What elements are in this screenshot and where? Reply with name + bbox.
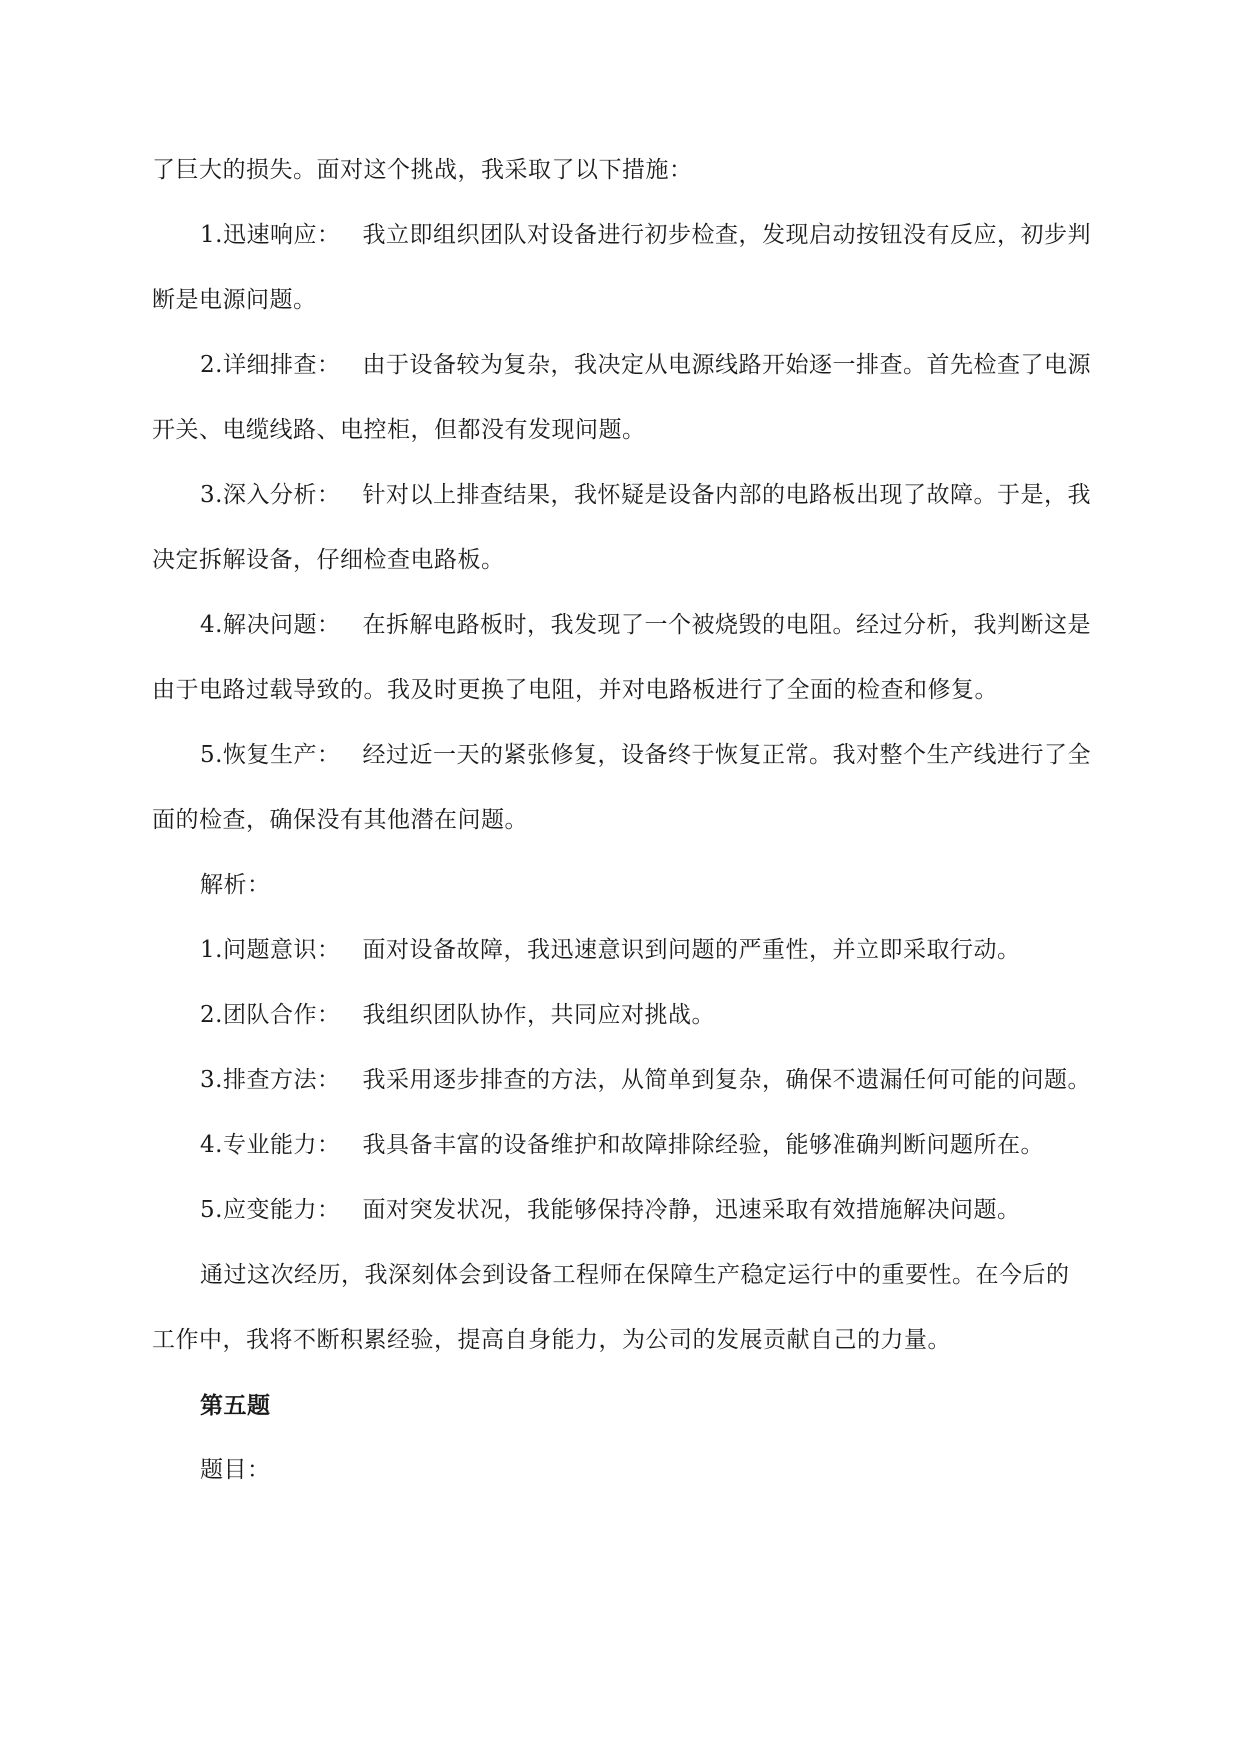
analysis-item-4 <box>152 1113 1092 1178</box>
item-text: 面对突发状况，我能够保持冷静，迅速采取有效措施解决问题。 <box>362 1197 1021 1223</box>
item-text: 针对以上排查结果，我怀疑是设备内部的电路板出现了故障。于是，我决定拆解设备，仔细检查电路板。 <box>152 482 1091 573</box>
item-label: 2.团队合作： <box>200 1002 341 1028</box>
measure-item-4 <box>152 593 1092 723</box>
item-label: 5.恢复生产： <box>200 742 341 768</box>
analysis-label-text: 解析： <box>200 872 271 898</box>
question-label <box>152 1438 1092 1503</box>
item-label: 5.应变能力： <box>200 1197 341 1223</box>
item-label: 3.深入分析： <box>200 482 341 508</box>
question-label-text: 题目： <box>200 1457 271 1483</box>
item-text: 在拆解电路板时，我发现了一个被烧毁的电阻。经过分析，我判断这是由于电路过载导致的。我及时更换了电阻，并对电路板进行了全面的检查和修复。 <box>152 612 1091 703</box>
item-label: 4.解决问题： <box>200 612 341 638</box>
analysis-label <box>152 853 1092 918</box>
item-text: 我立即组织团队对设备进行初步检查，发现启动按钮没有反应，初步判断是电源问题。 <box>152 222 1091 313</box>
item-label: 2.详细排查： <box>200 352 341 378</box>
measure-item-5 <box>152 723 1092 853</box>
item-label: 1.迅速响应： <box>200 222 341 248</box>
document-body <box>152 138 1092 1503</box>
item-text: 面对设备故障，我迅速意识到问题的严重性，并立即采取行动。 <box>362 937 1021 963</box>
section-heading <box>152 1373 1092 1438</box>
analysis-item-2 <box>152 983 1092 1048</box>
item-text: 经过近一天的紧张修复，设备终于恢复正常。我对整个生产线进行了全面的检查，确保没有其他潜在问题。 <box>152 742 1091 833</box>
paragraph-continuation <box>152 138 1092 203</box>
summary-text: 通过这次经历，我深刻体会到设备工程师在保障生产稳定运行中的重要性。在今后的工作中，我将不断积累经验，提高自身能力，为公司的发展贡献自己的力量。 <box>152 1262 1070 1353</box>
paragraph-text: 了巨大的损失。面对这个挑战，我采取了以下措施： <box>152 157 693 183</box>
item-text: 我具备丰富的设备维护和故障排除经验，能够准确判断问题所在。 <box>362 1132 1044 1158</box>
measure-item-3 <box>152 463 1092 593</box>
summary-paragraph <box>152 1243 1092 1373</box>
item-label: 1.问题意识： <box>200 937 341 963</box>
item-text: 我组织团队协作，共同应对挑战。 <box>362 1002 715 1028</box>
measure-item-2 <box>152 333 1092 463</box>
section-heading-text: 第五题 <box>200 1392 271 1419</box>
analysis-item-3 <box>152 1048 1092 1113</box>
item-text: 由于设备较为复杂，我决定从电源线路开始逐一排查。首先检查了电源开关、电缆线路、电控柜，但都没有发现问题。 <box>152 352 1091 443</box>
item-label: 3.排查方法： <box>200 1067 341 1093</box>
analysis-item-1 <box>152 918 1092 983</box>
analysis-item-5 <box>152 1178 1092 1243</box>
item-label: 4.专业能力： <box>200 1132 341 1158</box>
measure-item-1 <box>152 203 1092 333</box>
item-text: 我采用逐步排查的方法，从简单到复杂，确保不遗漏任何可能的问题。 <box>362 1067 1091 1093</box>
